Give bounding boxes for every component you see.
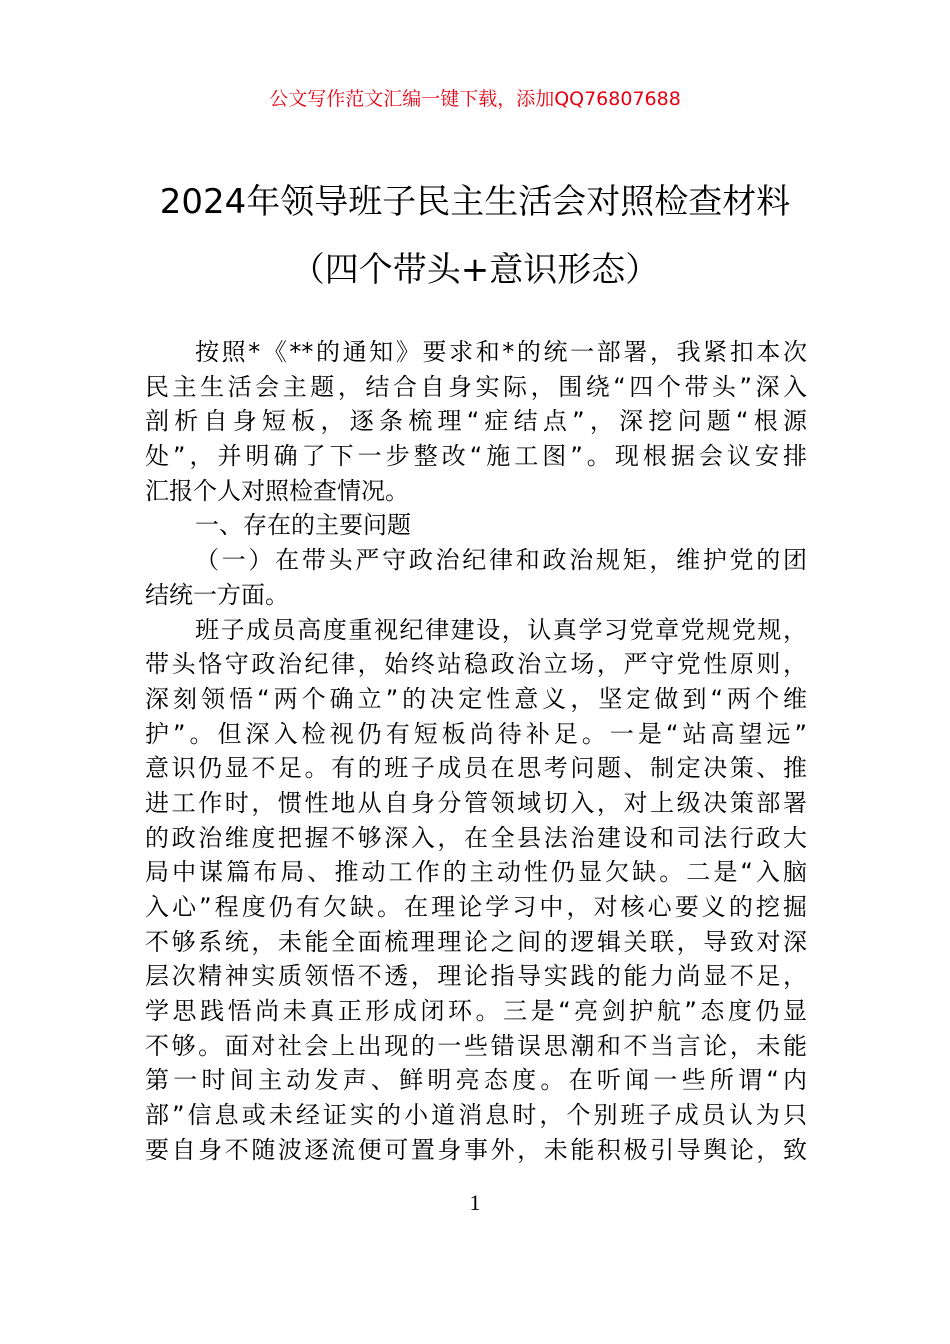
body-line: 的政治维度把握不够深入，在全县法治建设和司法行政大: [145, 823, 807, 852]
header-watermark: 公文写作范文汇编一键下载，添加QQ76807688: [269, 88, 681, 110]
body-line: 进工作时，惯性地从自身分管领域切入，对上级决策部署: [145, 788, 807, 817]
body-line: 第一时间主动发声、鲜明亮态度。在听闻一些所谓“内: [145, 1066, 807, 1095]
body-line: 按照*《**的通知》要求和*的统一部署，我紧扣本次: [195, 338, 807, 366]
body-line: 处”，并明确了下一步整改“施工图”。现根据会议安排: [145, 442, 807, 471]
body-line: 层次精神实质领悟不透，理论指导实践的能力尚显不足，: [145, 962, 807, 991]
body-line: 入心”程度仍有欠缺。在理论学习中，对核心要义的挖掘: [145, 893, 807, 921]
section-heading: 一、存在的主要问题: [195, 511, 411, 540]
subsection-heading-cont: 结统一方面。: [145, 580, 289, 609]
body-line: 不够。面对社会上出现的一些错误思潮和不当言论，未能: [145, 1031, 807, 1060]
page-number: 1: [469, 1190, 481, 1215]
body-line: 班子成员高度重视纪律建设，认真学习党章党规党规，: [195, 615, 807, 644]
body-line: 护”。但深入检视仍有短板尚待补足。一是“站高望远”: [145, 719, 807, 748]
document-body: [145, 335, 807, 1168]
body-line: 剖析自身短板，逐条梳理“症结点”，深挖问题“根源: [145, 407, 807, 436]
document-title: 2024年领导班子民主生活会对照检查材料: [159, 182, 791, 222]
document-subtitle: （四个带头+意识形态）: [290, 250, 660, 290]
body-line: 学思践悟尚未真正形成闭环。三是“亮剑护航”态度仍显: [145, 997, 807, 1026]
body-line: 民主生活会主题，结合自身实际，围绕“四个带头”深入: [145, 372, 807, 401]
body-line: 要自身不随波逐流便可置身事外，未能积极引导舆论，致: [145, 1135, 807, 1164]
body-line: 不够系统，未能全面梳理理论之间的逻辑关联，导致对深: [145, 927, 807, 956]
body-line: 部”信息或未经证实的小道消息时，个别班子成员认为只: [145, 1101, 807, 1130]
subsection-heading: （一）在带头严守政治纪律和政治规矩，维护党的团: [195, 546, 807, 575]
body-line: 深刻领悟“两个确立”的决定性意义，坚定做到“两个维: [145, 684, 807, 713]
body-line: 意识仍显不足。有的班子成员在思考问题、制定决策、推: [145, 754, 807, 783]
body-line: 汇报个人对照检查情况。: [145, 476, 409, 505]
body-line: 局中谋篇布局、推动工作的主动性仍显欠缺。二是“入脑: [145, 858, 807, 887]
body-line: 带头恪守政治纪律，始终站稳政治立场，严守党性原则，: [145, 650, 807, 679]
